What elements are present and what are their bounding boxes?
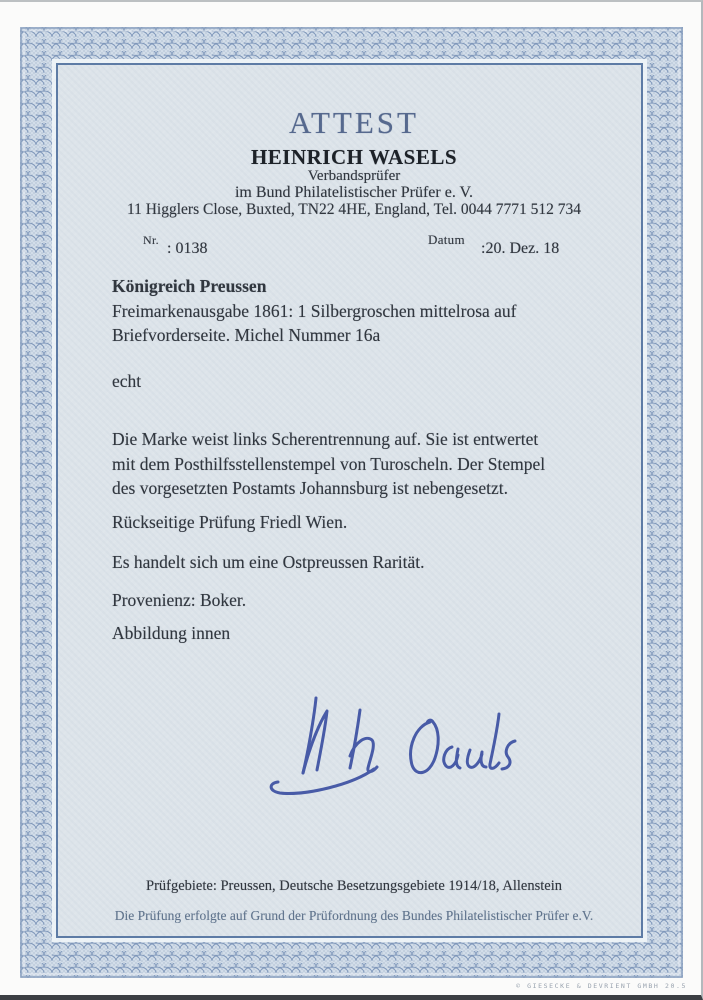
verdict-text: echt (112, 371, 142, 391)
examiner-organization: im Bund Philatelistischer Prüfer e. V. (234, 184, 474, 201)
certificate-date-label: Datum (428, 232, 465, 247)
findings-line-1: Die Marke weist links Scherentrennung auf. Sie ist entwertet (112, 429, 539, 449)
footer-pruefordnung-note: Die Prüfung erfolgte auf Grund der Prüfordnung des Bundes Philatelistischer Prüfer e.V. (114, 908, 594, 923)
subject-paragraph (112, 274, 517, 348)
certificate-content (0, 2, 701, 995)
subject-heading: Königreich Preussen (112, 276, 267, 296)
examiner-name: HEINRICH WASELS (250, 145, 458, 169)
subject-line-1: Freimarkenausgabe 1861: 1 Silbergroschen mittelrosa auf (112, 300, 517, 321)
certificate-date-value: :20. Dez. 18 (481, 240, 560, 257)
examiner-address: 11 Higglers Close, Buxted, TN22 4HE, England, Tel. 0044 7771 512 734 (126, 201, 582, 218)
certificate-number-label: Nr. (143, 233, 159, 247)
findings-line-3: des vorgesetzten Postamts Johannsburg ist nebengesetzt. (112, 478, 508, 498)
certificate-number-value: : 0138 (167, 240, 208, 257)
note-raritaet: Es handelt sich um eine Ostpreussen Rarität. (112, 552, 425, 572)
subject-line-2: Briefvorderseite. Michel Nummer 16a (112, 325, 381, 345)
findings-paragraph (112, 427, 545, 501)
attest-title: ATTEST (289, 105, 419, 140)
note-provenienz: Provenienz: Boker. (112, 590, 247, 610)
note-pruefung: Rückseitige Prüfung Friedl Wien. (112, 512, 348, 532)
examiner-role: Verbandsprüfer (307, 168, 401, 184)
security-printer-mark: © GIESECKE & DEVRIENT GMBH 20.5 (516, 982, 687, 990)
note-abbildung: Abbildung innen (112, 623, 231, 643)
handwritten-signature (256, 684, 541, 804)
findings-line-2: mit dem Posthilfsstellenstempel von Turoscheln. Der Stempel (112, 453, 546, 474)
footer-pruefgebiete: Prüfgebiete: Preussen, Deutsche Besetzungsgebiete 1914/18, Allenstein (146, 878, 562, 894)
